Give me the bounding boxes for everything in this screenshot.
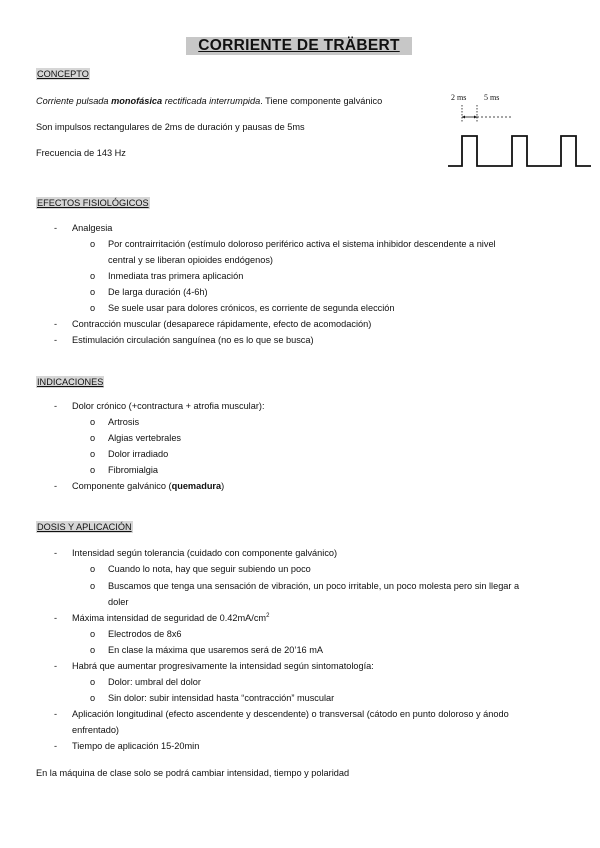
dosis-sub-cuando: Cuando lo nota, hay que seguir subiendo un poco bbox=[108, 564, 311, 574]
dosis-item-maxima bbox=[72, 612, 269, 624]
concepto-line-2: Son impulsos rectangulares de 2ms de duración y pausas de 5ms bbox=[36, 122, 305, 132]
section-heading-dosis: DOSIS Y APLICACIÓN bbox=[37, 522, 132, 532]
concepto-line-1 bbox=[36, 95, 382, 107]
section-heading-efectos: EFECTOS FISIOLÓGICOS bbox=[37, 198, 149, 208]
dash-bullet: - bbox=[54, 335, 58, 345]
efectos-item-contraccion: Contracción muscular (desaparece rápidamente, efecto de acomodación) bbox=[72, 319, 372, 329]
arrow-head-right bbox=[474, 116, 477, 119]
circle-bullet: o bbox=[90, 303, 96, 313]
dash-bullet: - bbox=[54, 481, 58, 491]
dosis-item-tiempo: Tiempo de aplicación 15-20min bbox=[72, 741, 200, 751]
pulse-waveform-diagram bbox=[446, 90, 596, 172]
dosis-sub-buscamos-a: Buscamos que tenga una sensación de vibración, un poco irritable, un poco molesta pero sin llegar a bbox=[108, 581, 520, 591]
efectos-item-estimulacion: Estimulación circulación sanguínea (no es lo que se busca) bbox=[72, 335, 314, 345]
circle-bullet: o bbox=[90, 677, 96, 687]
pulse-duration-label: 2 ms bbox=[451, 93, 467, 102]
dash-bullet: - bbox=[54, 741, 58, 751]
dosis-sub-sin-dolor: Sin dolor: subir intensidad hasta “contracción” muscular bbox=[108, 693, 335, 703]
dosis-sub-dolor: Dolor: umbral del dolor bbox=[108, 677, 201, 687]
rectangular-pulse-train bbox=[448, 136, 591, 166]
section-heading-indicaciones: INDICACIONES bbox=[37, 377, 104, 387]
circle-bullet: o bbox=[90, 271, 96, 281]
page-title: CORRIENTE DE TRÄBERT bbox=[186, 37, 412, 55]
dosis-item-aplicacion-b: enfrentado) bbox=[72, 725, 119, 735]
arrow-head-left bbox=[462, 116, 465, 119]
circle-bullet: o bbox=[90, 581, 96, 591]
indicaciones-sub-fibromialgia: Fibromialgia bbox=[108, 465, 159, 475]
concepto-line-3: Frecuencia de 143 Hz bbox=[36, 148, 126, 158]
dosis-sub-electrodos: Electrodos de 8x6 bbox=[108, 629, 182, 639]
dosis-sub-clase: En clase la máxima que usaremos será de 20’16 mA bbox=[108, 645, 323, 655]
circle-bullet: o bbox=[90, 433, 96, 443]
indicaciones-sub-irradiado: Dolor irradiado bbox=[108, 449, 169, 459]
dosis-sub-buscamos-b: doler bbox=[108, 597, 129, 607]
efectos-sub-1a: Por contrairritación (estímulo doloroso periférico activa el sistema inhibidor descendente a nivel bbox=[108, 239, 496, 249]
dash-bullet: - bbox=[54, 709, 58, 719]
circle-bullet: o bbox=[90, 449, 96, 459]
dash-bullet: - bbox=[54, 661, 58, 671]
galvanico-pre: Componente galvánico ( bbox=[72, 481, 172, 491]
efectos-sub-3: De larga duración (4-6h) bbox=[108, 287, 208, 297]
maxima-superscript: 2 bbox=[266, 612, 270, 619]
circle-bullet: o bbox=[90, 417, 96, 427]
dosis-item-intensidad: Intensidad según tolerancia (cuidado con componente galvánico) bbox=[72, 548, 338, 558]
circle-bullet: o bbox=[90, 564, 96, 574]
efectos-sub-2: Inmediata tras primera aplicación bbox=[108, 271, 244, 281]
section-heading-concepto: CONCEPTO bbox=[37, 69, 89, 79]
efectos-sub-4: Se suele usar para dolores crónicos, es corriente de segunda elección bbox=[108, 303, 395, 313]
indicaciones-sub-algias: Algias vertebrales bbox=[108, 433, 182, 443]
dash-bullet: - bbox=[54, 613, 58, 623]
efectos-sub-1b: central y se liberan opioides endógenos) bbox=[108, 255, 273, 265]
dash-bullet: - bbox=[54, 223, 58, 233]
concepto-italic-text: Corriente pulsada bbox=[36, 96, 112, 106]
circle-bullet: o bbox=[90, 239, 96, 249]
indicaciones-item-galvanico bbox=[72, 480, 224, 492]
pause-duration-label: 5 ms bbox=[484, 93, 500, 102]
galvanico-bold: quemadura bbox=[171, 481, 222, 491]
dash-bullet: - bbox=[54, 401, 58, 411]
galvanico-post: ) bbox=[221, 481, 225, 491]
maxima-text: Máxima intensidad de seguridad de 0.42mA/cm bbox=[72, 613, 267, 623]
indicaciones-item-dolor-cronico: Dolor crónico (+contractura + atrofia muscular): bbox=[72, 401, 265, 411]
dosis-item-aplicacion-a: Aplicación longitudinal (efecto ascendente y descendente) o transversal (cátodo en punto doloroso y ánodo bbox=[72, 709, 509, 719]
circle-bullet: o bbox=[90, 629, 96, 639]
circle-bullet: o bbox=[90, 465, 96, 475]
concepto-italic-text-2: rectificada interrumpida bbox=[162, 96, 261, 106]
dash-bullet: - bbox=[54, 548, 58, 558]
circle-bullet: o bbox=[90, 287, 96, 297]
concepto-bold-italic-text: monofásica bbox=[111, 96, 163, 106]
footer-note: En la máquina de clase solo se podrá cambiar intensidad, tiempo y polaridad bbox=[36, 768, 350, 778]
concepto-rest-text: . Tiene componente galvánico bbox=[260, 96, 383, 106]
circle-bullet: o bbox=[90, 645, 96, 655]
dosis-item-aumentar: Habrá que aumentar progresivamente la intensidad según sintomatología: bbox=[72, 661, 374, 671]
dash-bullet: - bbox=[54, 319, 58, 329]
efectos-item-analgesia: Analgesia bbox=[72, 223, 113, 233]
indicaciones-sub-artrosis: Artrosis bbox=[108, 417, 140, 427]
circle-bullet: o bbox=[90, 693, 96, 703]
